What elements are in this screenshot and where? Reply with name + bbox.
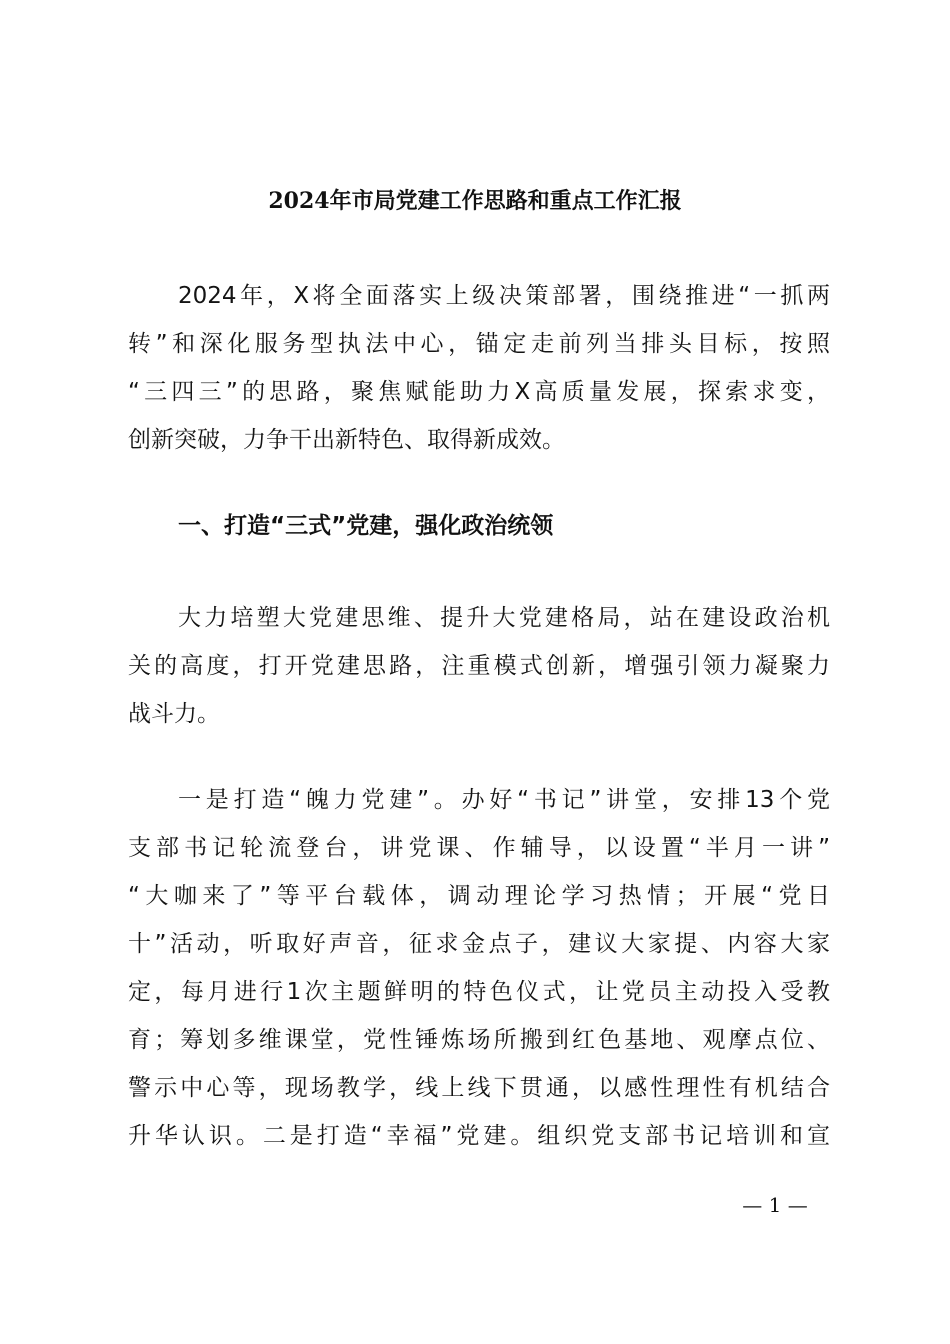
paragraph-line: 十”活动，听取好声音，征求金点子，建议大家提、内容大家: [128, 931, 830, 957]
section-heading: 一、打造“三式”党建，强化政治统领: [178, 513, 554, 539]
paragraph-line: 转”和深化服务型执法中心，锚定走前列当排头目标，按照: [128, 331, 830, 357]
paragraph-line: 育；筹划多维课堂，党性锤炼场所搬到红色基地、观摩点位、: [128, 1027, 830, 1053]
page-number: — 1 —: [742, 1193, 808, 1217]
paragraph-line: 2024年，X将全面落实上级决策部署，围绕推进“一抓两: [178, 283, 830, 309]
paragraph-line: 警示中心等，现场教学，线上线下贯通，以感性理性有机结合: [128, 1075, 830, 1101]
document-title: 2024年市局党建工作思路和重点工作汇报: [268, 188, 682, 214]
paragraph-line: 升华认识。二是打造“幸福”党建。组织党支部书记培训和宣: [128, 1123, 830, 1149]
paragraph-line: 战斗力。: [128, 701, 220, 727]
paragraph-line: 一是打造“魄力党建”。办好“书记”讲堂，安排13个党: [178, 787, 830, 813]
paragraph-line: 大力培塑大党建思维、提升大党建格局，站在建设政治机: [178, 605, 830, 631]
paragraph-line: 创新突破，力争干出新特色、取得新成效。: [128, 427, 565, 453]
paragraph-line: 定，每月进行1次主题鲜明的特色仪式，让党员主动投入受教: [128, 979, 830, 1005]
paragraph-line: 关的高度，打开党建思路，注重模式创新，增强引领力凝聚力: [128, 653, 830, 679]
paragraph-line: 支部书记轮流登台，讲党课、作辅导，以设置“半月一讲”: [128, 835, 830, 861]
paragraph-line: “大咖来了”等平台载体，调动理论学习热情；开展“党日: [128, 883, 830, 909]
paragraph-line: “三四三”的思路，聚焦赋能助力X高质量发展，探索求变，: [128, 379, 830, 405]
